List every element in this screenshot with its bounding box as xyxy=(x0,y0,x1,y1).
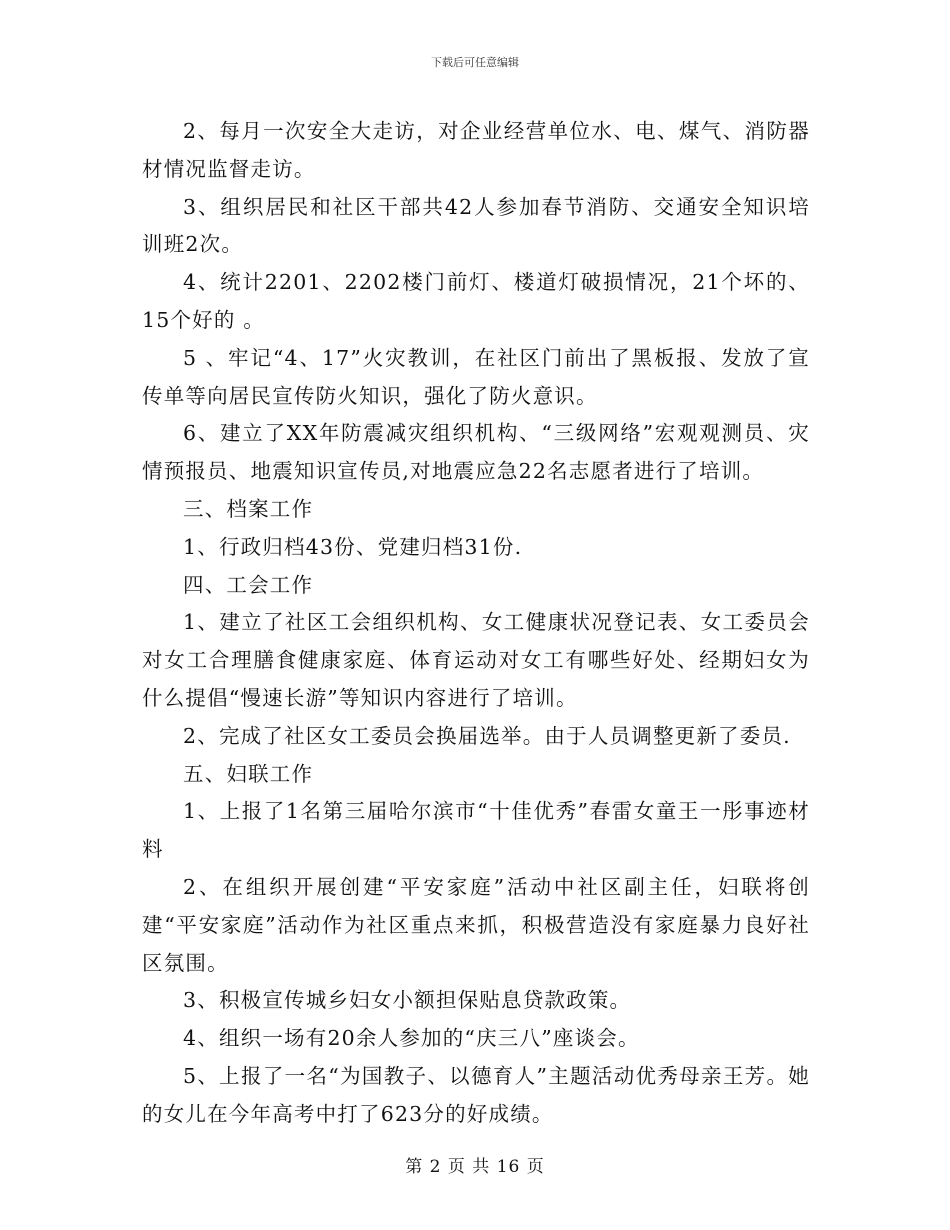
page-indicator: 第 2 页 共 16 页 xyxy=(405,1157,545,1177)
paragraph: 5 、牢记“4、17”火灾教训，在社区门前出了黑板报、发放了宣传单等向居民宣传防火知识，强化了防火意识。 xyxy=(142,345,810,408)
paragraph: 5、上报了一名“为国教子、以德育人”主题活动优秀母亲王芳。她的女儿在今年高考中打了623分的好成绩。 xyxy=(142,1063,810,1126)
paragraph: 1、建立了社区工会组织机构、女工健康状况登记表、女工委员会对女工合理膳食健康家庭、体育运动对女工有哪些好处、经期妇女为什么提倡“慢速长游”等知识内容进行了培训。 xyxy=(142,610,810,710)
paragraph: 2、每月一次安全大走访，对企业经营单位水、电、煤气、消防器材情况监督走访。 xyxy=(142,119,810,181)
header-note: 下载后可任意编辑 xyxy=(431,56,519,69)
paragraph: 2、完成了社区女工委员会换届选举。由于人员调整更新了委员. xyxy=(183,723,791,748)
paragraph: 3、积极宣传城乡妇女小额担保贴息贷款政策。 xyxy=(183,988,632,1013)
paragraph: 2、在组织开展创建“平安家庭”活动中社区副主任，妇联将创建“平安家庭”活动作为社区重点来抓，积极营造没有家庭暴力良好社区氛围。 xyxy=(142,874,810,975)
section-heading: 五、妇联工作 xyxy=(183,761,314,786)
section-heading: 四、工会工作 xyxy=(183,572,314,597)
paragraph: 4、统计2201、2202楼门前灯、楼道灯破损情况，21个坏的、15个好的 。 xyxy=(142,270,810,332)
paragraph: 4、组织一场有20余人参加的“庆三八”座谈会。 xyxy=(183,1026,640,1051)
paragraph: 6、建立了XX年防震减灾组织机构、“三级网络”宏观观测员、灾情预报员、地震知识宣传员,对地震应急22名志愿者进行了培训。 xyxy=(142,421,810,484)
paragraph: 1、行政归档43份、党建归档31份. xyxy=(183,534,523,559)
document-body xyxy=(142,113,810,1134)
paragraph: 3、组织居民和社区干部共42人参加春节消防、交通安全知识培训班2次。 xyxy=(142,194,810,257)
section-heading: 三、档案工作 xyxy=(183,496,314,521)
paragraph: 1、上报了1名第三届哈尔滨市“十佳优秀”春雷女童王一彤事迹材料 xyxy=(142,799,810,862)
